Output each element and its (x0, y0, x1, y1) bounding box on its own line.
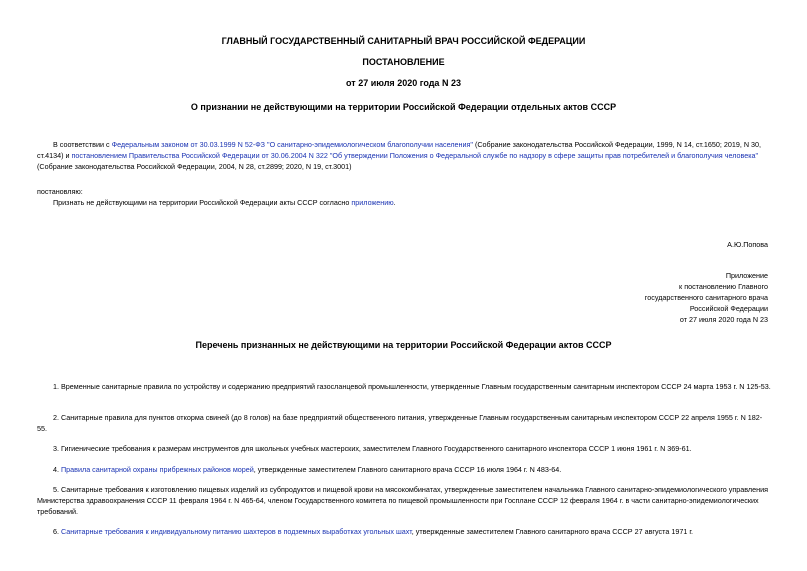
decree-text-2: . (393, 198, 396, 207)
list-item (37, 526, 772, 537)
document-date: от 27 июля 2020 года N 23 (346, 78, 461, 88)
preamble-text-3: (Собрание законодательства Российской Федерации, 2004, N 28, ст.2899; 2020, N 19, ст.3001) (37, 162, 352, 171)
list-item-text: , утвержденные заместителем Главного санитарного врача СССР 16 июля 1964 г. N 483-64. (253, 465, 562, 474)
list-item: 3. Гигиенические требования к размерам инструментов для школьных учебных мастерских, заместителем Главного Государственного санитарного инспектора СССР 1 июня 1961 г. N 369-61. (53, 444, 692, 453)
federal-law-link[interactable]: Федеральным законом от 30.03.1999 N 52-ФЗ "О санитарно-эпидемиологическом благополучии населения" (111, 140, 473, 149)
appendix-line-3: государственного санитарного врача (644, 293, 768, 302)
appendix-line-4: Российской Федерации (689, 304, 768, 313)
document-title: О признании не действующими на территории Российской Федерации отдельных актов СССР (190, 102, 617, 112)
appendix-line-5: от 27 июля 2020 года N 23 (679, 315, 768, 324)
appendix-line-1: Приложение (725, 271, 768, 280)
government-decree-link[interactable]: постановлением Правительства Российской Федерации от 30.06.2004 N 322 "Об утверждении Положения о Федеральной службе по надзору в сфере защиты прав потребителей и благополучия человека" (71, 151, 759, 160)
miners-nutrition-link[interactable]: Санитарные требования к индивидуальному питанию шахтеров в подземных выработках угольных шахт (61, 527, 412, 536)
appendix-link[interactable]: приложению (351, 198, 394, 207)
decree-label: постановляю: (37, 187, 83, 196)
appendix-line-2: к постановлению Главного (679, 282, 768, 291)
list-item-number: 6. (53, 527, 61, 536)
coastal-sanitary-rules-link[interactable]: Правила санитарной охраны прибрежных районов морей (61, 465, 254, 474)
list-item (37, 464, 772, 475)
decree-text-1: Признать не действующими на территории Российской Федерации акты СССР согласно (53, 198, 352, 207)
document-type: ПОСТАНОВЛЕНИЕ (362, 57, 445, 67)
appendix-label (560, 270, 768, 325)
list-item: 2. Санитарные правила для пунктов откорма свиней (до 8 голов) на базе предприятий общественного питания, утвержденные Главным государственным санитарным инспектором СССР 22 апреля 1955 г. N 182-55. (37, 413, 763, 433)
signature: А.Ю.Попова (727, 240, 768, 249)
list-item-number: 4. (53, 465, 61, 474)
list-title: Перечень признанных не действующими на территории Российской Федерации актов СССР (195, 340, 612, 350)
decree-paragraph (53, 197, 772, 208)
preamble-text-1: В соответствии с (53, 140, 112, 149)
issuing-authority: ГЛАВНЫЙ ГОСУДАРСТВЕННЫЙ САНИТАРНЫЙ ВРАЧ РОССИЙСКОЙ ФЕДЕРАЦИИ (221, 36, 586, 46)
list-item: 1. Временные санитарные правила по устройству и содержанию предприятий газосланцевой промышленности, утвержденные Главным государственным санитарным инспектором СССР 24 марта 1953 г. N 125-53. (53, 382, 771, 391)
list-item: 5. Санитарные требования к изготовлению пищевых изделий из субпродуктов и пищевой крови на мясокомбинатах, утвержденные заместителем начальника Главного санитарно-эпидемиологического управления Министерства здравоохранения СССР 11 февраля 1964 г. N 465-64, членом Государственного комитета по пищевой промышленности при Госплане СССР 12 февраля 1964 г. в части санитарно-эпидемиологических требований. (37, 485, 769, 516)
preamble-paragraph (37, 139, 772, 172)
list-item-text: , утвержденные заместителем Главного санитарного врача СССР 27 августа 1971 г. (411, 527, 694, 536)
preamble-text-2: (Собрание законодательства Российской Федерации, 1999, N 14, ст.1650; 2019, N 30, ст.4134) и (37, 140, 762, 160)
